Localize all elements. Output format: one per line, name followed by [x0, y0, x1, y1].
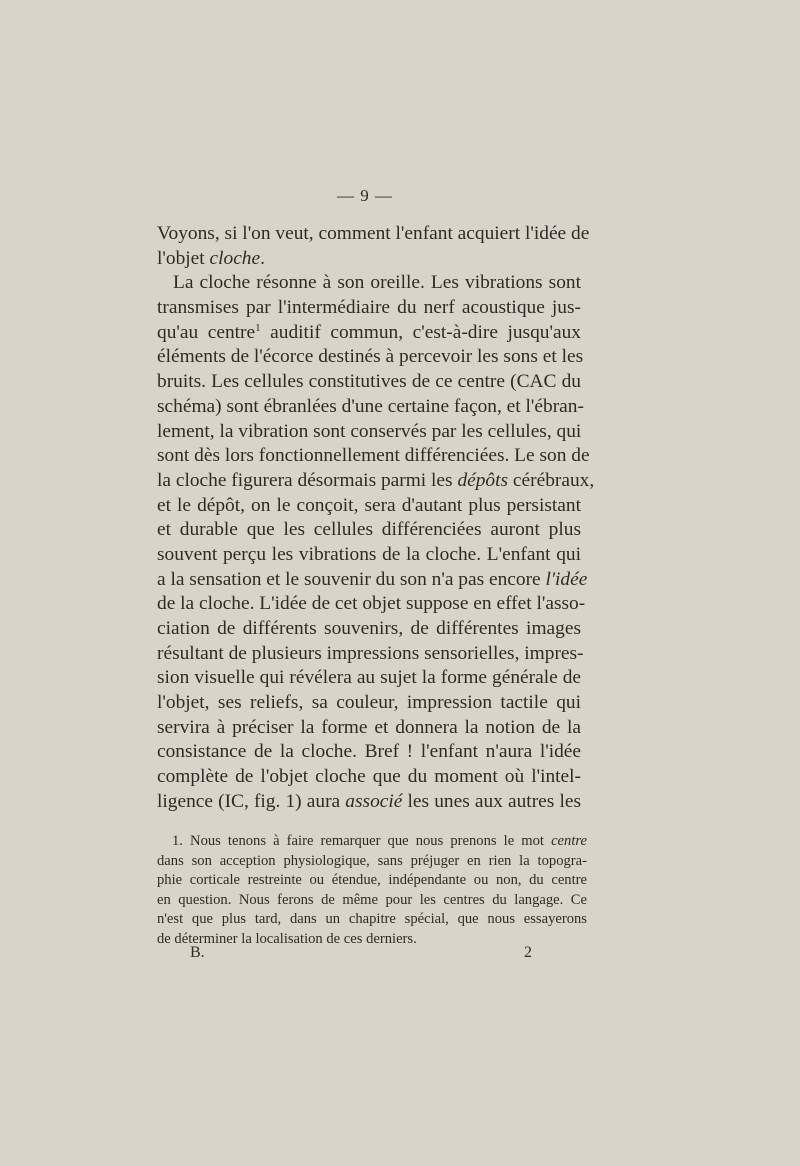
body-line: de la cloche. L'idée de cet objet suppose en effet l'asso-: [157, 593, 586, 615]
body-line: transmises par l'intermédiaire du nerf acoustique jus-: [157, 297, 581, 319]
body-line: schéma) sont ébranlées d'une certaine façon, et l'ébran-: [157, 395, 584, 417]
footnote-line: de déterminer la localisation de ces derniers.: [157, 930, 417, 947]
page-number: — 9 —: [337, 186, 393, 205]
body-line: souvent perçu les vibrations de la cloche. L'enfant qui: [157, 543, 581, 565]
body-line: résultant de plusieurs impressions sensorielles, impres-: [157, 642, 584, 664]
body-line: a la sensation et le souvenir du son n'a pas encore l'idée: [157, 568, 588, 590]
footnote-line: phie corticale restreinte ou étendue, indépendante ou non, du centre: [157, 872, 587, 888]
body-line: sont dès lors fonctionnellement différenciées. Le son de: [157, 445, 590, 467]
body-line: l'objet cloche.: [157, 247, 265, 269]
body-line: La cloche résonne à son oreille. Les vibrations sont: [173, 272, 581, 294]
body-line: complète de l'objet cloche que du moment où l'intel-: [157, 766, 581, 788]
body-line: Voyons, si l'on veut, comment l'enfant acquiert l'idée de: [157, 223, 590, 244]
body-line: éléments de l'écorce destinés à percevoir les sons et les: [157, 346, 584, 368]
body-line: ligence (IC, fig. 1) aura associé les unes aux autres les: [157, 790, 581, 812]
sheet-number: 2: [524, 944, 532, 961]
body-line: et durable que les cellules différenciées auront plus: [157, 519, 581, 541]
footnote-line: 1. Nous tenons à faire remarquer que nous prenons le mot centre: [172, 833, 587, 849]
body-line: et le dépôt, on le conçoit, sera d'autant plus persistant: [157, 494, 581, 516]
body-line: servira à préciser la forme et donnera la notion de la: [157, 716, 581, 738]
footnote: [157, 832, 587, 949]
body-line: consistance de la cloche. Bref ! l'enfant n'aura l'idée: [157, 741, 581, 763]
body-line: la cloche figurera désormais parmi les dépôts cérébraux,: [157, 469, 595, 491]
footnote-line: n'est que plus tard, dans un chapitre spécial, que nous essayerons: [157, 911, 587, 927]
body-line: l'objet, ses reliefs, sa couleur, impression tactile qui: [157, 692, 581, 714]
body-line: ciation de différents souvenirs, de différentes images: [157, 618, 581, 639]
body-line: bruits. Les cellules constitutives de ce centre (CAC du: [157, 371, 581, 393]
footnote-line: en question. Nous ferons de même pour les centres du langage. Ce: [157, 891, 587, 908]
body-line: sion visuelle qui révélera au sujet la forme générale de: [157, 667, 581, 689]
main-text: [157, 222, 595, 815]
body-line: qu'au centre$^1$ auditif commun, c'est-à-dire jusqu'aux: [157, 321, 581, 343]
signature-letter: B.: [190, 944, 205, 961]
body-line: lement, la vibration sont conservés par les cellules, qui: [157, 420, 582, 442]
footnote-line: dans son acception physiologique, sans préjuger en rien la topogra-: [157, 852, 587, 869]
